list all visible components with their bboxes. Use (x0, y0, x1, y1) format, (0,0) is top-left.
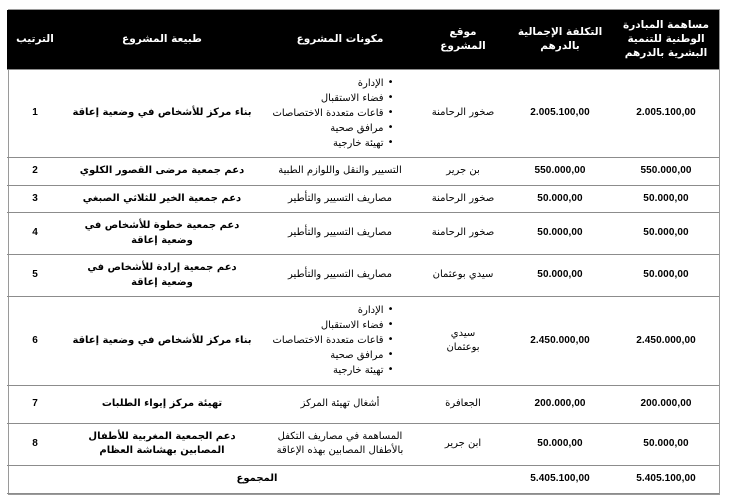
component-item: • فضاء الاستقبال (272, 91, 393, 106)
table-row (7, 158, 719, 186)
components-line-2: بالأطفال المصابين بهذه الإعاقة (276, 445, 404, 457)
total-label: المجموع (7, 465, 507, 493)
table-header (7, 10, 719, 69)
cell-rank: 2 (7, 158, 63, 186)
cell-project-nature: دعم جمعية مرضى القصور الكلوي (63, 158, 261, 186)
cell-project-nature: دعم الجمعية المغربية للأطفال المصابين بهشاشة العظام (63, 423, 261, 465)
cell-project-nature: تهيئة مركز إيواء الطلبات (63, 385, 261, 423)
column-header-total-cost: التكلفة الإجمالية بالدرهم (507, 10, 613, 69)
cell-total-cost: 50.000,00 (507, 185, 613, 213)
component-item: • مرافق صحية (272, 348, 393, 363)
cell-components (261, 213, 419, 255)
cell-components (261, 185, 419, 213)
cell-rank: 1 (7, 69, 63, 158)
cell-components (261, 158, 419, 186)
table-row (7, 385, 719, 423)
cell-project-nature: بناء مركز للأشخاص في وضعية إعاقة (63, 297, 261, 386)
column-header-nature: طبيعة المشروع (63, 10, 261, 69)
cell-total-total-cost: 5.405.100,00 (507, 465, 613, 493)
cell-location: صخور الرحامنة (419, 185, 507, 213)
table-total-row (7, 465, 719, 493)
cell-indh-contribution: 550.000,00 (613, 158, 719, 186)
component-item: • تهيئة خارجية (272, 363, 393, 378)
location-line-2: بوعثمان (446, 341, 480, 353)
cell-location: بن جرير (419, 158, 507, 186)
cell-components (261, 423, 419, 465)
components-list (272, 303, 407, 378)
table-body (7, 69, 719, 493)
column-header-rank: الترتيب (7, 10, 63, 69)
table-row (7, 69, 719, 158)
components-list (272, 76, 407, 151)
cell-components (261, 385, 419, 423)
location-line-1: سيدي (450, 328, 476, 340)
cell-indh-contribution: 50.000,00 (613, 213, 719, 255)
component-item: • الإدارة (272, 303, 393, 318)
cell-project-nature: دعم جمعية إرادة للأشخاص في وضعية إعاقة (63, 255, 261, 297)
cell-rank: 4 (7, 213, 63, 255)
component-item: • قاعات متعددة الاختصاصات (272, 106, 393, 121)
components-line-1: المساهمة في مصاريف التكفل (277, 430, 403, 442)
cell-location (419, 297, 507, 386)
cell-rank: 7 (7, 385, 63, 423)
cell-rank: 5 (7, 255, 63, 297)
cell-total-cost: 50.000,00 (507, 213, 613, 255)
cell-indh-contribution: 2.005.100,00 (613, 69, 719, 158)
cell-total-cost: 2.450.000,00 (507, 297, 613, 386)
cell-components (261, 255, 419, 297)
table-row (7, 297, 719, 386)
table-header-row (7, 10, 719, 69)
cell-total-cost: 200.000,00 (507, 385, 613, 423)
cell-location: سيدي بوعثمان (419, 255, 507, 297)
cell-rank: 3 (7, 185, 63, 213)
components-text: مصاريف التسيير والتأطير (288, 192, 392, 204)
table-row (7, 423, 719, 465)
components-text: أشغال تهيئة المركز (300, 397, 380, 409)
table-row (7, 255, 719, 297)
cell-indh-contribution: 50.000,00 (613, 423, 719, 465)
column-header-location: موقع المشروع (419, 10, 507, 69)
cell-components (261, 69, 419, 158)
cell-total-indh-contribution: 5.405.100,00 (613, 465, 719, 493)
component-item: • قاعات متعددة الاختصاصات (272, 333, 393, 348)
components-text: مصاريف التسيير والتأطير (288, 269, 392, 281)
cell-project-nature: بناء مركز للأشخاص في وضعية إعاقة (63, 69, 261, 158)
component-item: • مرافق صحية (272, 121, 393, 136)
column-header-components: مكونات المشروع (261, 10, 419, 69)
cell-components (261, 297, 419, 386)
cell-total-cost: 50.000,00 (507, 423, 613, 465)
cell-project-nature: دعم جمعية الخير للثلاثي الصبغي (63, 185, 261, 213)
cell-location: ابن جرير (419, 423, 507, 465)
component-item: • فضاء الاستقبال (272, 318, 393, 333)
cell-total-cost: 550.000,00 (507, 158, 613, 186)
table-row (7, 185, 719, 213)
projects-table-container (8, 9, 720, 495)
cell-indh-contribution: 2.450.000,00 (613, 297, 719, 386)
cell-indh-contribution: 200.000,00 (613, 385, 719, 423)
cell-indh-contribution: 50.000,00 (613, 185, 719, 213)
cell-location: صخور الرحامنة (419, 213, 507, 255)
component-item: • الإدارة (272, 76, 393, 91)
components-text: مصاريف التسيير والتأطير (288, 227, 392, 239)
cell-location: صخور الرحامنة (419, 69, 507, 158)
components-text: التسيير والنقل واللوازم الطبية (278, 165, 402, 177)
table-row (7, 213, 719, 255)
cell-rank: 6 (7, 297, 63, 386)
component-item: • تهيئة خارجية (272, 136, 393, 151)
column-header-indh-contribution: مساهمة المبادرة الوطنية للتنمية البشرية بالدرهم (613, 10, 719, 69)
cell-total-cost: 50.000,00 (507, 255, 613, 297)
cell-rank: 8 (7, 423, 63, 465)
cell-total-cost: 2.005.100,00 (507, 69, 613, 158)
cell-location: الجعافرة (419, 385, 507, 423)
cell-project-nature: دعم جمعية خطوة للأشخاص في وضعية إعاقة (63, 213, 261, 255)
projects-table (7, 10, 719, 494)
cell-indh-contribution: 50.000,00 (613, 255, 719, 297)
